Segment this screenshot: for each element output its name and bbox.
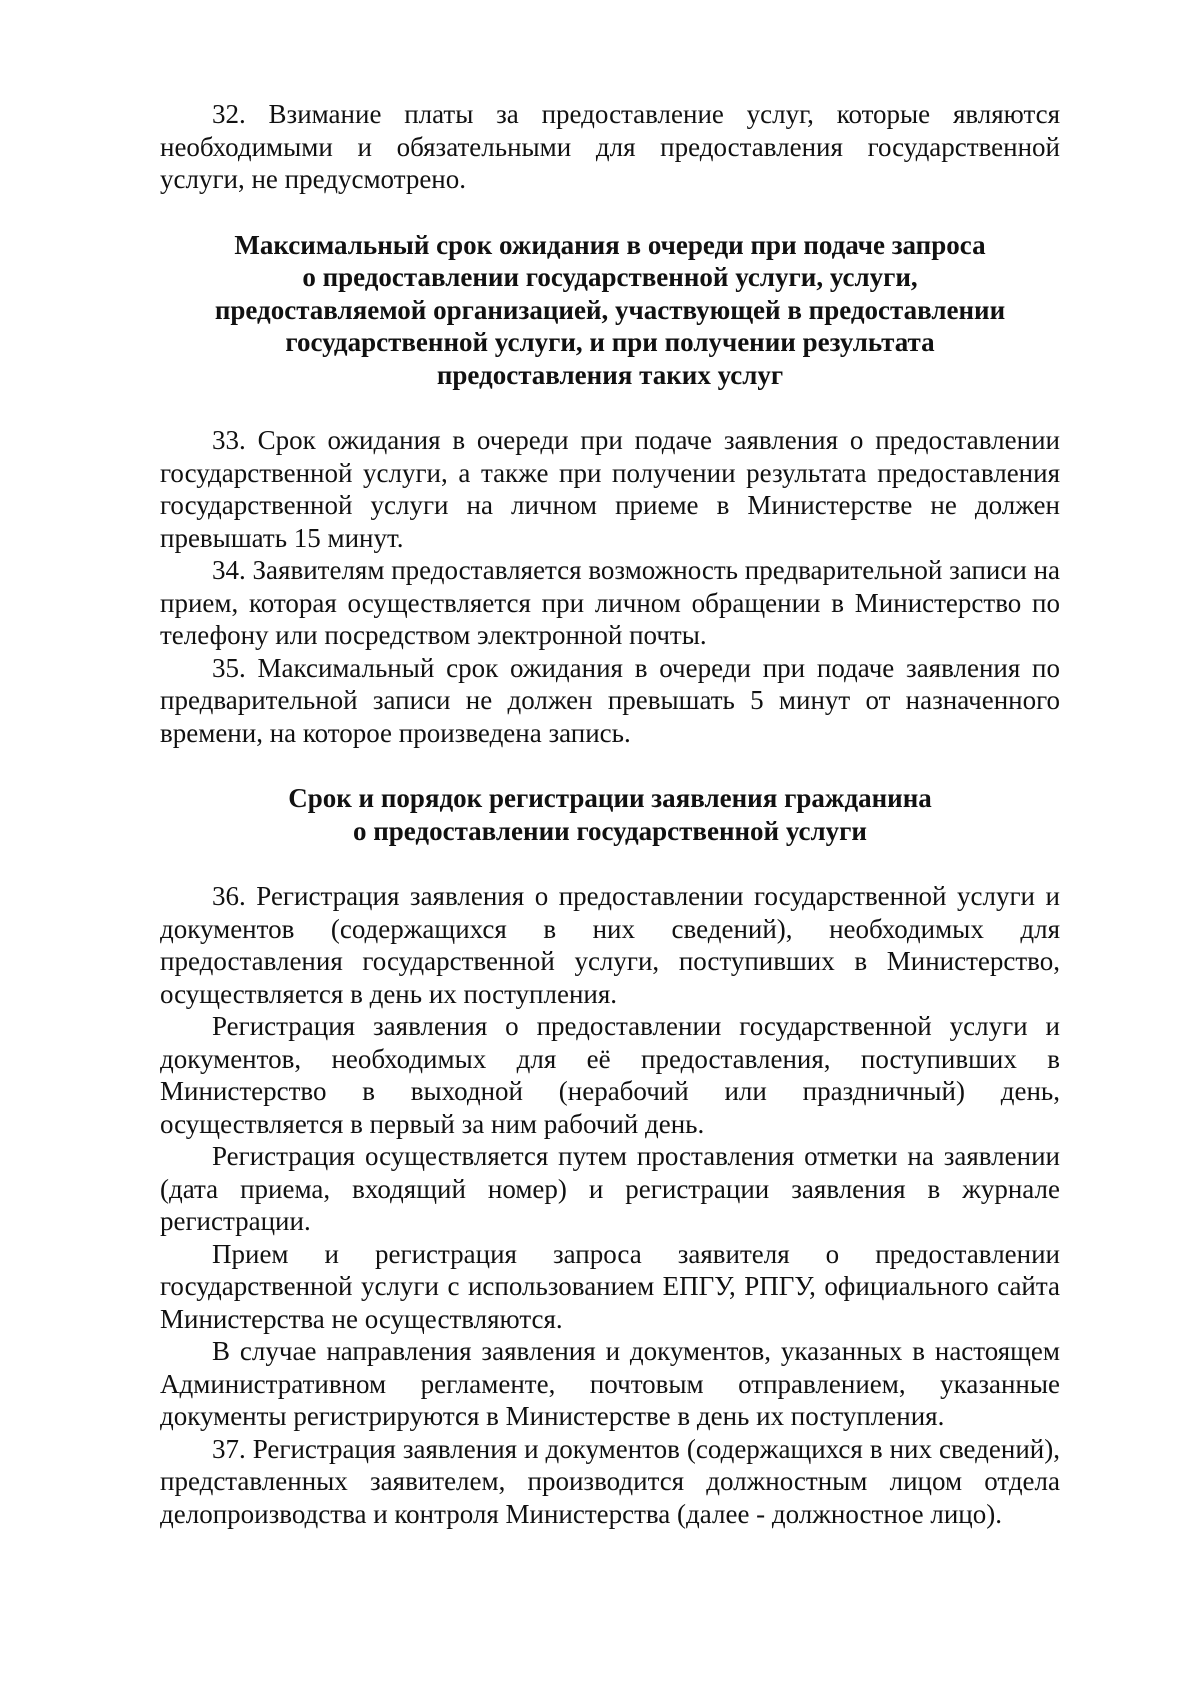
document-page xyxy=(160,98,1060,1530)
section-heading-registration: Срок и порядок регистрации заявления гражданина о предоставлении государственной услуги xyxy=(288,783,932,846)
paragraph-35: 35. Максимальный срок ожидания в очереди при подаче заявления по предварительной записи не должен превышать 5 минут от назначенного времени, на которое произведена запись. xyxy=(160,652,1060,748)
paragraph-37: 37. Регистрация заявления и документов (содержащихся в них сведений), представленных заявителем, производится должностным лицом отдела делопроизводства и контроля Министерства (далее - должностное лицо). xyxy=(160,1433,1060,1529)
paragraph-34: 34. Заявителям предоставляется возможность предварительной записи на прием, которая осуществляется при личном обращении в Министерство по телефону или посредством электронной почты. xyxy=(160,555,1060,650)
paragraph-36-postal-delivery: В случае направления заявления и документов, указанных в настоящем Административном регламенте, почтовым отправлением, указанные документы регистрируются в Министерстве в день их поступления. xyxy=(160,1336,1060,1431)
section-heading-queue-wait-time: Максимальный срок ожидания в очереди при подаче запроса о предоставлении государственной услуги, услуги, предоставляемой организацией, участвующей в предоставлении государственной услуги, и при получении результата предоставления таких услуг xyxy=(214,229,1006,390)
paragraph-32: 32. Взимание платы за предоставление услуг, которые являются необходимыми и обязательными для предоставления государственной услуги, не предусмотрено. xyxy=(160,99,1060,194)
paragraph-33: 33. Срок ожидания в очереди при подаче заявления о предоставлении государственной услуги, а также при получении результата предоставления государственной услуги на личном приеме в Министерстве не должен превышать 15 минут. xyxy=(160,425,1060,553)
paragraph-36-online-not-accepted: Прием и регистрация запроса заявителя о предоставлении государственной услуги с использованием ЕПГУ, РПГУ, официального сайта Министерства не осуществляются. xyxy=(160,1238,1060,1334)
paragraph-36: 36. Регистрация заявления о предоставлении государственной услуги и документов (содержащихся в них сведений), необходимых для предоставления государственной услуги, поступивших в Министерство, осуществляется в день их поступления. xyxy=(160,881,1060,1009)
paragraph-36-weekend-registration: Регистрация заявления о предоставлении государственной услуги и документов, необходимых для её предоставления, поступивших в Министерство в выходной (нерабочий или праздничный) день, осуществляется в первый за ним рабочий день. xyxy=(160,1011,1060,1139)
paragraph-36-registration-method: Регистрация осуществляется путем проставления отметки на заявлении (дата приема, входящий номер) и регистрации заявления в журнале регистрации. xyxy=(160,1141,1060,1236)
